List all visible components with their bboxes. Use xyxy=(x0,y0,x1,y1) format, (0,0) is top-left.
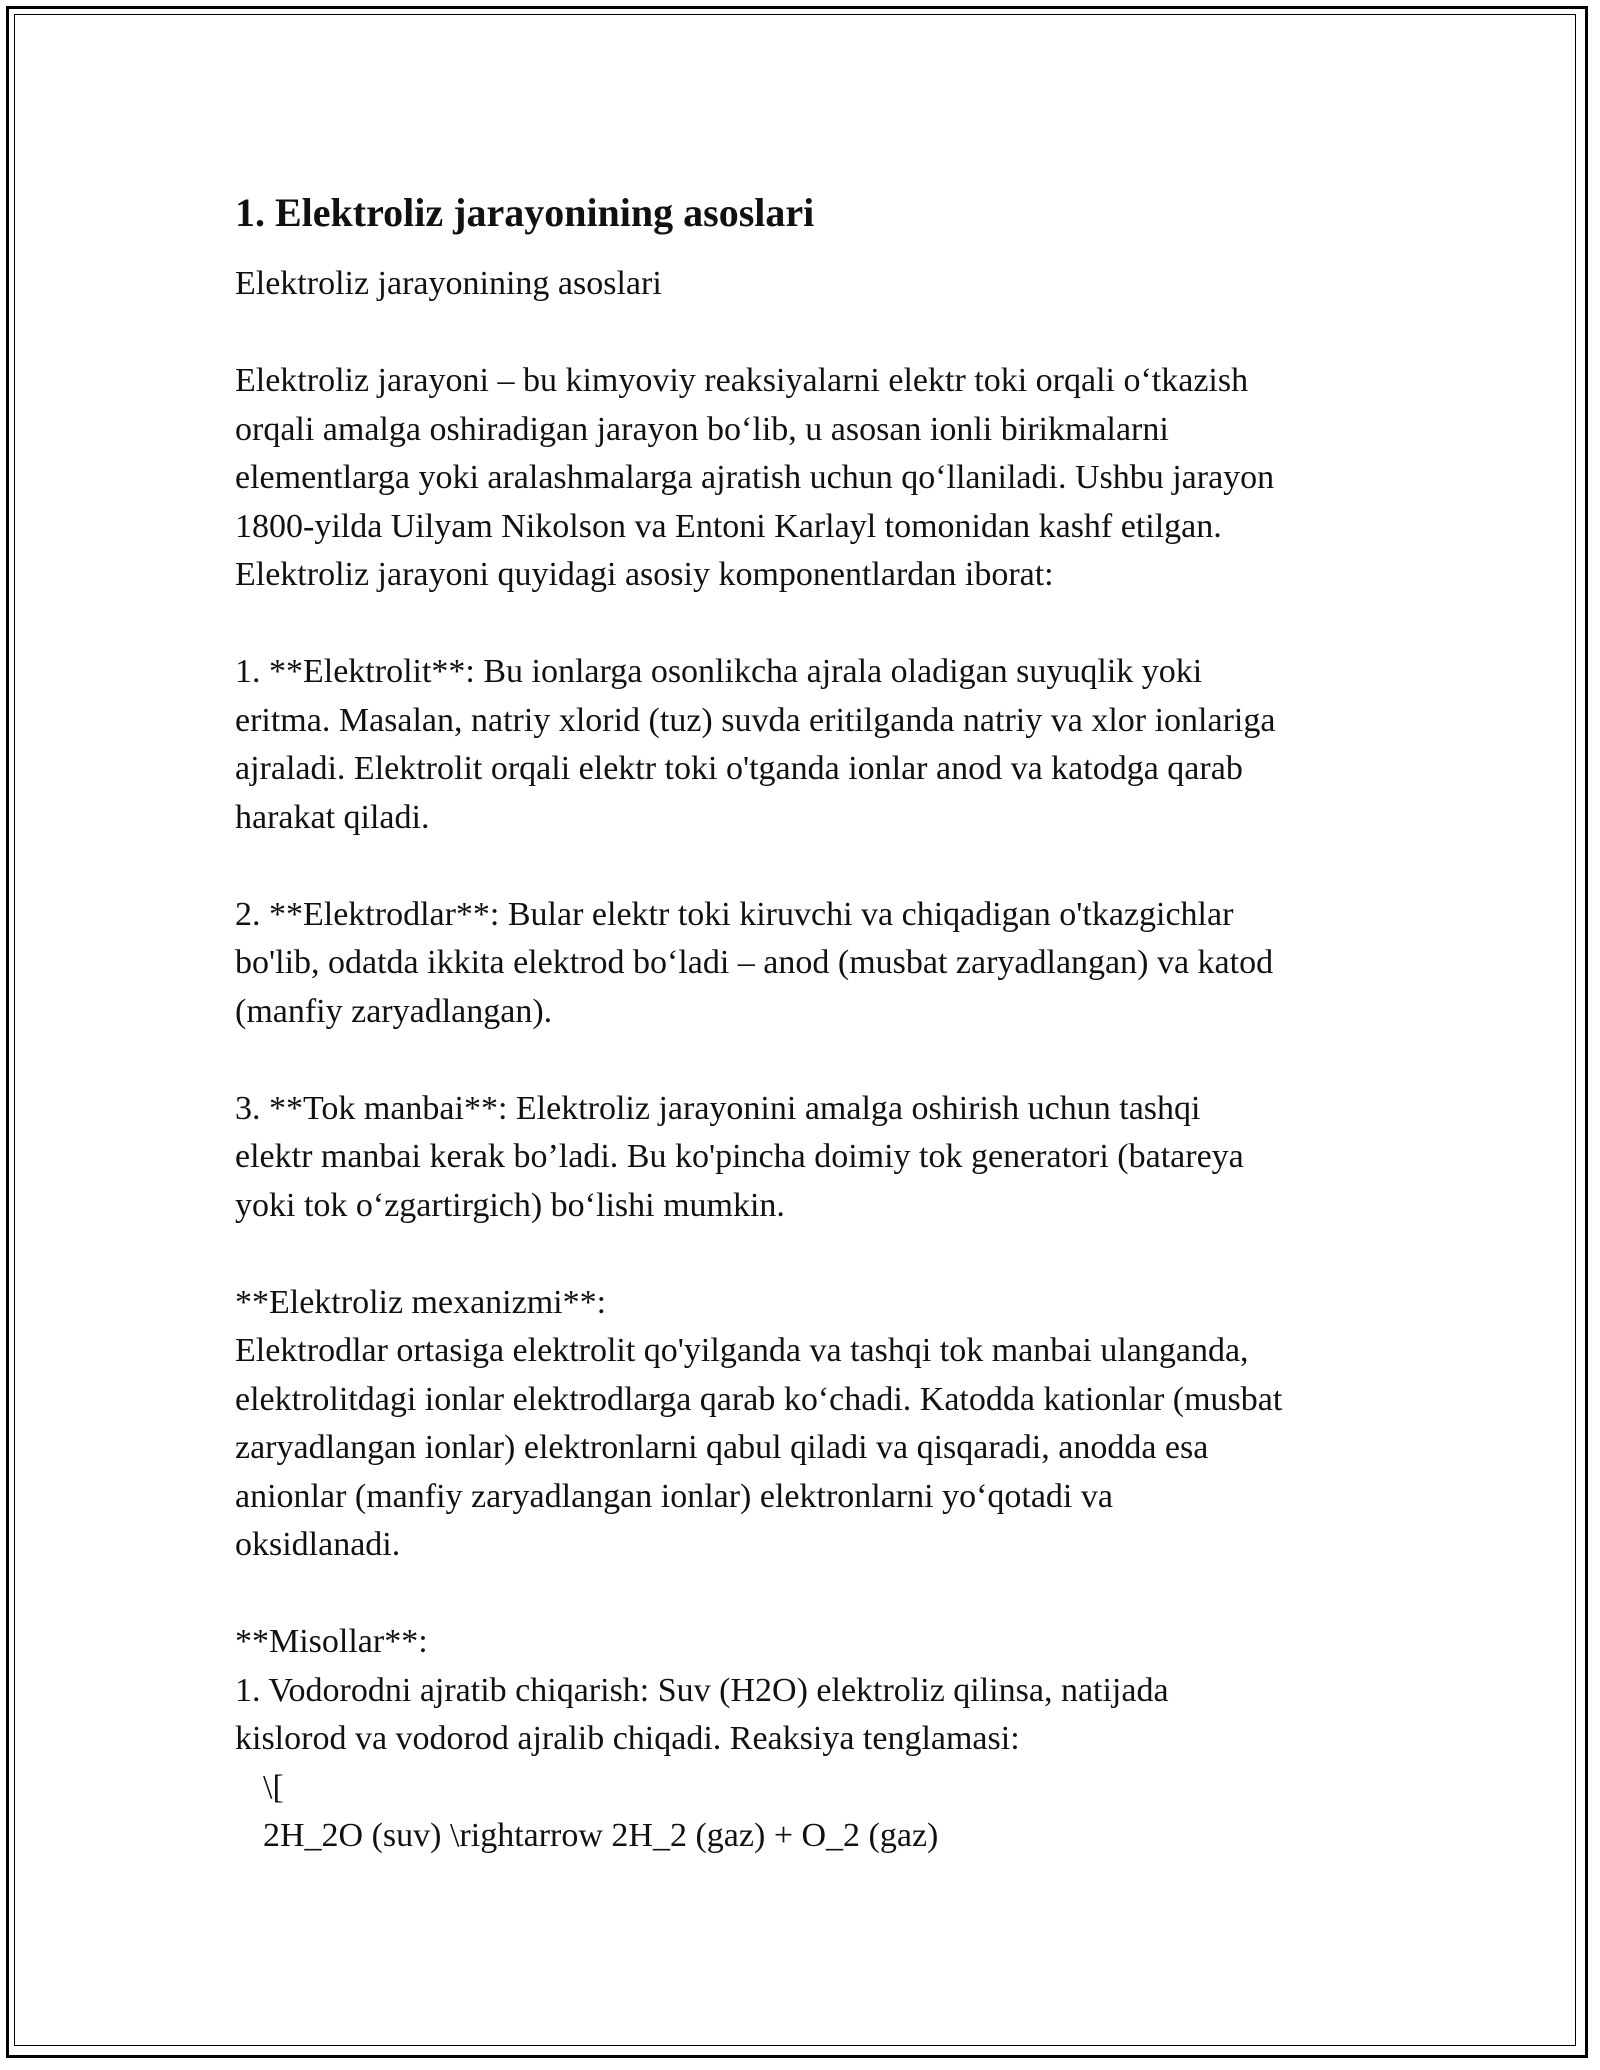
electrolyte-paragraph xyxy=(235,648,1395,842)
mechanism-paragraph xyxy=(235,1279,1395,1570)
mechanism-line: oksidlanadi. xyxy=(235,1526,401,1563)
electrolyte-line: ajraladi. Elektrolit orqali elektr toki o'tganda ionlar anod va katodga qarab xyxy=(235,750,1243,787)
electrolyte-line: harakat qiladi. xyxy=(235,798,430,836)
examples-line: **Misollar**: xyxy=(235,1623,428,1660)
intro-line: 1800-yilda Uilyam Nikolson va Entoni Karlayl tomonidan kashf etilgan. xyxy=(235,507,1222,545)
paragraph-gap xyxy=(235,1036,1395,1085)
mechanism-line: anionlar (manfiy zaryadlangan ionlar) elektronlarni yo‘qotadi va xyxy=(235,1477,1113,1515)
intro-line: Elektroliz jarayoni quyidagi asosiy komponentlardan iborat: xyxy=(235,556,1054,593)
mechanism-line: **Elektroliz mexanizmi**: xyxy=(235,1283,607,1321)
electrodes-paragraph xyxy=(235,891,1395,1037)
document-body xyxy=(235,186,1395,1861)
mechanism-line: elektrolitdagi ionlar elektrodlarga qarab ko‘chadi. Katodda kationlar (musbat xyxy=(235,1380,1283,1418)
paragraph-gap xyxy=(235,309,1395,358)
intro-paragraph xyxy=(235,357,1395,600)
power-source-line: elektr manbai kerak bo’ladi. Bu ko'pincha doimiy tok generatori (batareya xyxy=(235,1138,1244,1175)
subtitle-paragraph xyxy=(235,260,1395,309)
mechanism-line: Elektrodlar ortasiga elektrolit qo'yilganda va tashqi tok manbai ulanganda, xyxy=(235,1332,1249,1369)
power-source-paragraph xyxy=(235,1085,1395,1231)
electrolyte-line: eritma. Masalan, natriy xlorid (tuz) suvda eritilganda natriy va xlor ionlariga xyxy=(235,701,1276,739)
equation-line: 2H_2O (suv) \rightarrow 2H_2 (gaz) + O_2 (gaz) xyxy=(263,1817,939,1854)
electrodes-line: 2. **Elektrodlar**: Bular elektr toki kiruvchi va chiqadigan o'tkazgichlar xyxy=(235,895,1234,933)
electrodes-line: (manfiy zaryadlangan). xyxy=(235,992,553,1030)
electrodes-line: bo'lib, odatda ikkita elektrod bo‘ladi – anod (musbat zaryadlangan) va katod xyxy=(235,944,1274,981)
paragraph-gap xyxy=(235,1570,1395,1619)
paragraph-gap xyxy=(235,842,1395,891)
examples-paragraph xyxy=(235,1618,1395,1861)
intro-line: orqali amalga oshiradigan jarayon bo‘lib, u asosan ionli birikmalarni xyxy=(235,410,1169,448)
equation-line: \[ xyxy=(263,1768,284,1806)
intro-line: elementlarga yoki aralashmalarga ajratish uchun qo‘llaniladi. Ushbu jarayon xyxy=(235,459,1275,496)
electrolyte-line: 1. **Elektrolit**: Bu ionlarga osonlikcha ajrala oladigan suyuqlik yoki xyxy=(235,653,1203,690)
paragraph-gap xyxy=(235,1230,1395,1279)
power-source-line: yoki tok o‘zgartirgich) bo‘lishi mumkin. xyxy=(235,1186,785,1224)
examples-line: 1. Vodorodni ajratib chiqarish: Suv (H2O) elektroliz qilinsa, natijada xyxy=(235,1671,1169,1709)
power-source-line: 3. **Tok manbai**: Elektroliz jarayonini amalga oshirish uchun tashqi xyxy=(235,1089,1201,1127)
intro-line: Elektroliz jarayoni – bu kimyoviy reaksiyalarni elektr toki orqali o‘tkazish xyxy=(235,362,1249,399)
section-heading: 1. Elektroliz jarayonining asoslari xyxy=(235,190,815,235)
mechanism-line: zaryadlangan ionlar) elektronlarni qabul qiladi va qisqaradi, anodda esa xyxy=(235,1429,1209,1466)
paragraph-gap xyxy=(235,600,1395,649)
subtitle-line: Elektroliz jarayonining asoslari xyxy=(235,265,662,302)
examples-line: kislorod va vodorod ajralib chiqadi. Reaksiya tenglamasi: xyxy=(235,1720,1020,1757)
